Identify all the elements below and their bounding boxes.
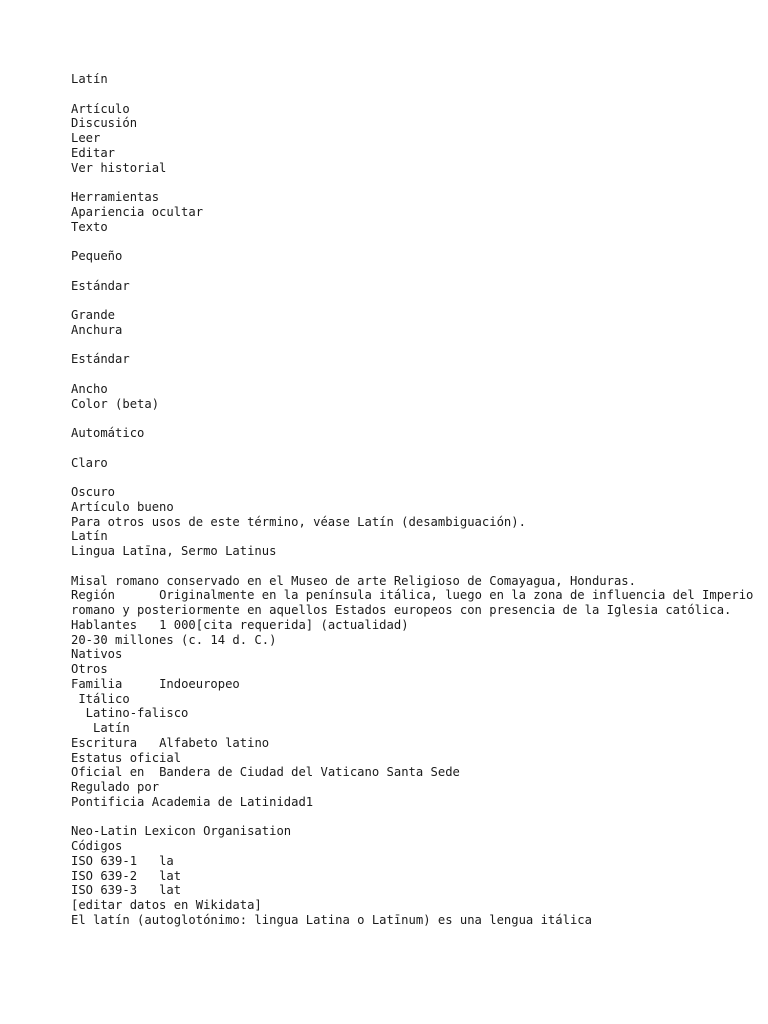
regulated-value-2-link[interactable]: Neo-Latin Lexicon Organisation — [71, 824, 292, 839]
intro-paragraph: El latín (autoglotónimo: lingua Latina o Latīnum) es una lengua itálica — [71, 912, 592, 927]
iso-639-1-label[interactable]: ISO 639-1 — [71, 853, 138, 868]
regulated-label: Regulado por — [71, 780, 160, 794]
iso-639-2-value: lat — [159, 868, 182, 883]
infobox-name: Latín — [71, 529, 108, 544]
family-latino-falisco-link[interactable]: Latino-falisco — [71, 706, 189, 721]
infobox-image-caption: Misal romano conservado en el Museo de arte Religioso de Comayagua, Honduras. — [71, 573, 636, 588]
official-in-value-link[interactable]: Bandera de Ciudad del Vaticano Santa Sede — [159, 765, 460, 780]
regulated-value-link[interactable]: Pontificia Academia de Latinidad1 — [71, 794, 314, 809]
others-label: Otros — [71, 662, 108, 676]
color-dark-option[interactable]: Oscuro — [71, 485, 116, 499]
text-size-heading: Texto — [71, 219, 108, 234]
region-value: Originalmente en la península itálica, luego en la zona de influencia del Imperio romano y posteriormente en aquellos Estados europeos con presencia de la Iglesia católica. — [71, 588, 761, 617]
family-value-link[interactable]: Indoeuropeo — [159, 676, 240, 691]
tab-edit[interactable]: Editar — [71, 145, 116, 160]
natives-label: Nativos — [71, 647, 123, 662]
iso-639-1-row — [71, 854, 761, 869]
spacer — [71, 810, 761, 825]
width-wide-option[interactable]: Ancho — [71, 381, 108, 396]
color-heading: Color (beta) — [71, 396, 160, 411]
appearance-heading[interactable]: Apariencia ocultar — [71, 204, 204, 219]
official-status-heading: Estatus oficial — [71, 750, 182, 765]
infobox-speakers-row — [71, 618, 761, 633]
spacer — [71, 87, 761, 102]
edit-wikidata-link[interactable]: [editar datos en Wikidata] — [71, 898, 262, 912]
infobox-family-row — [71, 677, 761, 692]
infobox-region-row — [71, 588, 761, 618]
iso-639-1-value: la — [159, 853, 174, 868]
spacer — [71, 411, 761, 426]
spacer — [71, 441, 761, 456]
spacer — [71, 175, 761, 190]
infobox-native-name: Lingua Latīna, Sermo Latinus — [71, 544, 277, 558]
tab-article[interactable]: Artículo — [71, 101, 130, 116]
iso-639-2-row — [71, 869, 761, 884]
page-title: Latín — [71, 72, 108, 86]
tab-discussion[interactable]: Discusión — [71, 116, 138, 131]
hatnote: Para otros usos de este término, véase Latín (desambiguación). — [71, 514, 526, 529]
text-size-small-option[interactable]: Pequeño — [71, 249, 123, 263]
region-label: Región — [71, 588, 116, 603]
infobox-official-in-row — [71, 765, 761, 780]
script-value-link[interactable]: Alfabeto latino — [159, 735, 270, 750]
family-latin: Latín — [71, 721, 130, 735]
color-light-option[interactable]: Claro — [71, 455, 108, 470]
iso-639-3-row — [71, 883, 761, 898]
iso-639-3-label[interactable]: ISO 639-3 — [71, 883, 138, 898]
width-heading: Anchura — [71, 322, 123, 337]
official-in-label: Oficial en — [71, 765, 145, 780]
tools-menu[interactable]: Herramientas — [71, 190, 160, 204]
speakers-historic: 20-30 millones (c. 14 d. C.) — [71, 632, 277, 647]
family-italic-link[interactable]: Itálico — [71, 691, 130, 706]
color-auto-option[interactable]: Automático — [71, 426, 145, 440]
speakers-value: 1 000[cita requerida] (actualidad) — [159, 617, 409, 632]
spacer — [71, 367, 761, 382]
text-size-standard-option[interactable]: Estándar — [71, 278, 130, 293]
good-article-badge: Artículo bueno — [71, 499, 174, 514]
spacer — [71, 559, 761, 574]
article-document — [71, 72, 761, 928]
spacer — [71, 470, 761, 485]
spacer — [71, 234, 761, 249]
iso-639-2-label[interactable]: ISO 639-2 — [71, 868, 138, 883]
spacer — [71, 338, 761, 353]
iso-639-3-value: lat — [159, 883, 182, 898]
width-standard-option[interactable]: Estándar — [71, 352, 130, 367]
tab-read[interactable]: Leer — [71, 131, 101, 145]
script-label: Escritura — [71, 735, 138, 750]
tab-history[interactable]: Ver historial — [71, 160, 167, 175]
spacer — [71, 293, 761, 308]
speakers-label: Hablantes — [71, 617, 138, 632]
text-size-large-option[interactable]: Grande — [71, 308, 116, 322]
codes-heading: Códigos — [71, 839, 123, 853]
infobox-script-row — [71, 736, 761, 751]
spacer — [71, 264, 761, 279]
family-label: Familia — [71, 676, 123, 691]
